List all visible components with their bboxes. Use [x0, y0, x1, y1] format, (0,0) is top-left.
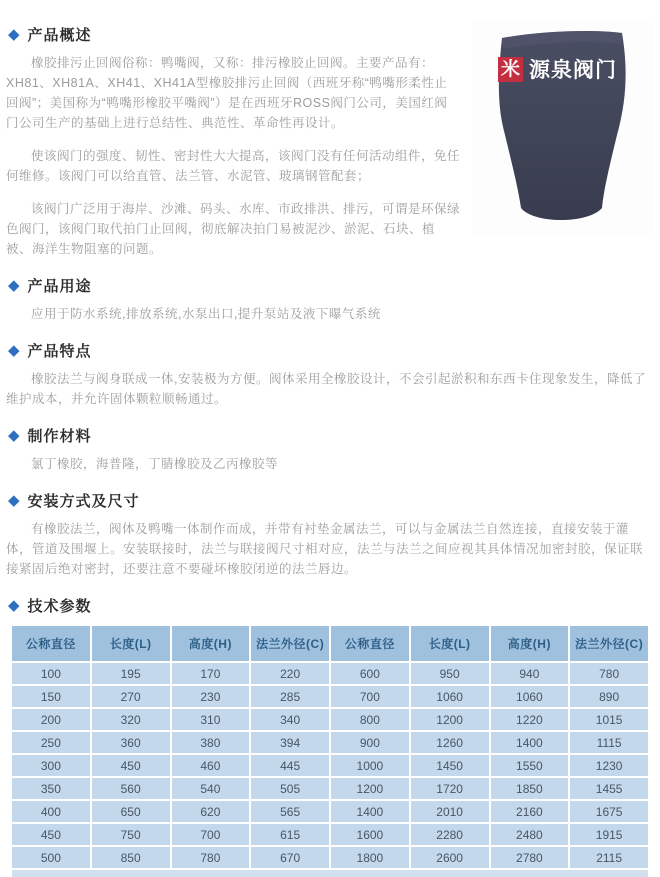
diamond-icon: ◆	[8, 597, 20, 614]
table-row	[12, 732, 648, 753]
spec-value-cell: 230	[172, 686, 250, 707]
spec-value-cell: 1060	[491, 686, 569, 707]
diamond-icon: ◆	[8, 26, 20, 43]
spec-value-cell: 394	[251, 732, 329, 753]
section-title-materials	[8, 425, 654, 446]
brand-logo-icon: 米	[498, 57, 523, 82]
spec-value-cell: 1200	[411, 709, 489, 730]
specs-column-header: 法兰外径(C)	[570, 626, 648, 661]
spec-value-cell: 380	[172, 732, 250, 753]
spec-value-cell: 1850	[491, 778, 569, 799]
overview-paragraph-3: 该阀门广泛用于海岸、沙滩、码头、水库、市政排洪、排污，可谓是环保绿色阀门，该阀门取代拍门止回阀，彻底解决拍门易被泥沙、淤泥、石块、植被、海洋生物阻塞的问题。	[6, 202, 461, 256]
specs-table	[10, 624, 650, 870]
specs-column-header: 长度(L)	[411, 626, 489, 661]
spec-value-cell: 1260	[411, 732, 489, 753]
spec-value-cell: 1915	[570, 824, 648, 845]
spec-value-cell: 565	[251, 801, 329, 822]
specs-column-header: 长度(L)	[92, 626, 170, 661]
spec-value-cell: 2160	[491, 801, 569, 822]
spec-value-cell: 1455	[570, 778, 648, 799]
spec-value-cell: 850	[92, 847, 170, 868]
spec-value-cell: 460	[172, 755, 250, 776]
spec-value-cell: 940	[491, 663, 569, 684]
spec-value-cell: 950	[411, 663, 489, 684]
spec-value-cell: 400	[12, 801, 90, 822]
spec-value-cell: 2600	[411, 847, 489, 868]
specs-column-header: 法兰外径(C)	[251, 626, 329, 661]
table-row	[12, 847, 648, 868]
diamond-icon: ◆	[8, 427, 20, 444]
spec-value-cell: 1230	[570, 755, 648, 776]
section-title-features	[8, 340, 654, 361]
section-heading: 安装方式及尺寸	[27, 493, 140, 510]
spec-value-cell: 100	[12, 663, 90, 684]
spec-value-cell: 1400	[331, 801, 409, 822]
spec-value-cell: 250	[12, 732, 90, 753]
materials-paragraph: 氯丁橡胶，海普隆，丁腈橡胶及乙丙橡胶等	[31, 457, 279, 471]
section-title-overview	[8, 24, 460, 45]
spec-value-cell: 700	[331, 686, 409, 707]
brand-logo	[498, 54, 617, 84]
spec-value-cell: 1015	[570, 709, 648, 730]
table-row	[12, 778, 648, 799]
brand-name: 源泉阀门	[529, 59, 617, 82]
spec-value-cell: 200	[12, 709, 90, 730]
overview-paragraph-1: 橡胶排污止回阀俗称：鸭嘴阀，又称：排污橡胶止回阀。主要产品有：XH81、XH81A、XH41、XH41A型橡胶排污止回阀（西班牙称“鸭嘴形柔性止回阀”；美国称为“鸭嘴形橡胶平嘴阀”）是在西班牙ROSS阀门公司，美国红阀门公司生产的基础上进行总结性、典范性、革命性再设计。	[6, 56, 448, 130]
spec-value-cell: 150	[12, 686, 90, 707]
table-row	[12, 709, 648, 730]
spec-value-cell: 350	[12, 778, 90, 799]
spec-value-cell: 890	[570, 686, 648, 707]
spec-value-cell: 780	[570, 663, 648, 684]
spec-value-cell: 1200	[331, 778, 409, 799]
spec-value-cell: 270	[92, 686, 170, 707]
diamond-icon: ◆	[8, 342, 20, 359]
spec-value-cell: 900	[331, 732, 409, 753]
features-paragraph: 橡胶法兰与阀身联成一体,安装极为方便。阀体采用全橡胶设计，不会引起淤积和东西卡住现象发生，降低了维护成本，并允许固体颗粒顺畅通过。	[6, 372, 646, 406]
spec-value-cell: 540	[172, 778, 250, 799]
spec-value-cell: 220	[251, 663, 329, 684]
spec-value-cell: 2280	[411, 824, 489, 845]
table-footer-strip	[12, 870, 648, 877]
spec-value-cell: 450	[12, 824, 90, 845]
spec-value-cell: 620	[172, 801, 250, 822]
spec-value-cell: 1800	[331, 847, 409, 868]
product-photo	[472, 22, 654, 234]
spec-value-cell: 600	[331, 663, 409, 684]
section-heading: 制作材料	[27, 428, 92, 445]
spec-value-cell: 300	[12, 755, 90, 776]
spec-value-cell: 195	[92, 663, 170, 684]
usage-paragraph: 应用于防水系统,排放系统,水泵出口,提升泵站及液下曝气系统	[31, 307, 381, 321]
section-heading: 产品特点	[27, 343, 92, 360]
spec-value-cell: 450	[92, 755, 170, 776]
spec-value-cell: 1000	[331, 755, 409, 776]
spec-value-cell: 780	[172, 847, 250, 868]
section-title-installation	[8, 490, 654, 511]
specs-header-row	[12, 626, 648, 661]
spec-value-cell: 1450	[411, 755, 489, 776]
table-row	[12, 663, 648, 684]
spec-value-cell: 320	[92, 709, 170, 730]
specs-column-header: 高度(H)	[491, 626, 569, 661]
spec-value-cell: 2010	[411, 801, 489, 822]
specs-column-header: 高度(H)	[172, 626, 250, 661]
overview-paragraph-2: 使该阀门的强度、韧性、密封性大大提高，该阀门没有任何活动组件，免任何维修。该阀门可以给直管、法兰管、水泥管、玻璃钢管配套；	[6, 149, 461, 183]
table-row	[12, 824, 648, 845]
spec-value-cell: 800	[331, 709, 409, 730]
spec-value-cell: 1400	[491, 732, 569, 753]
spec-value-cell: 285	[251, 686, 329, 707]
spec-value-cell: 560	[92, 778, 170, 799]
diamond-icon: ◆	[8, 277, 20, 294]
spec-value-cell: 670	[251, 847, 329, 868]
spec-value-cell: 2480	[491, 824, 569, 845]
section-heading: 产品概述	[27, 27, 92, 44]
spec-value-cell: 1550	[491, 755, 569, 776]
spec-value-cell: 2115	[570, 847, 648, 868]
specs-column-header: 公称直径	[331, 626, 409, 661]
spec-value-cell: 505	[251, 778, 329, 799]
section-title-specs	[8, 595, 654, 616]
spec-value-cell: 340	[251, 709, 329, 730]
spec-value-cell: 1675	[570, 801, 648, 822]
specs-table-wrap	[10, 624, 650, 877]
diamond-icon: ◆	[8, 492, 20, 509]
spec-value-cell: 1060	[411, 686, 489, 707]
spec-value-cell: 700	[172, 824, 250, 845]
spec-value-cell: 500	[12, 847, 90, 868]
table-row	[12, 801, 648, 822]
spec-value-cell: 650	[92, 801, 170, 822]
spec-value-cell: 2780	[491, 847, 569, 868]
installation-paragraph: 有橡胶法兰，阀体及鸭嘴一体制作而成，并带有衬垫金属法兰，可以与金属法兰自然连接，直接安装于灌体，管道及围堰上。安装联接时，法兰与联接阀尺寸相对应，法兰与法兰之间应视其具体情况加密封胶，保证联接紧固后绝对密封，还要注意不要碰坏橡胶闭逆的法兰唇边。	[6, 522, 644, 576]
spec-value-cell: 615	[251, 824, 329, 845]
spec-value-cell: 1220	[491, 709, 569, 730]
spec-value-cell: 1720	[411, 778, 489, 799]
section-heading: 产品用途	[27, 278, 92, 295]
spec-value-cell: 750	[92, 824, 170, 845]
section-heading: 技术参数	[27, 598, 92, 615]
spec-value-cell: 310	[172, 709, 250, 730]
spec-value-cell: 445	[251, 755, 329, 776]
spec-value-cell: 170	[172, 663, 250, 684]
specs-column-header: 公称直径	[12, 626, 90, 661]
table-row	[12, 755, 648, 776]
section-title-usage	[8, 275, 654, 296]
spec-value-cell: 360	[92, 732, 170, 753]
table-row	[12, 686, 648, 707]
spec-value-cell: 1600	[331, 824, 409, 845]
spec-value-cell: 1115	[570, 732, 648, 753]
